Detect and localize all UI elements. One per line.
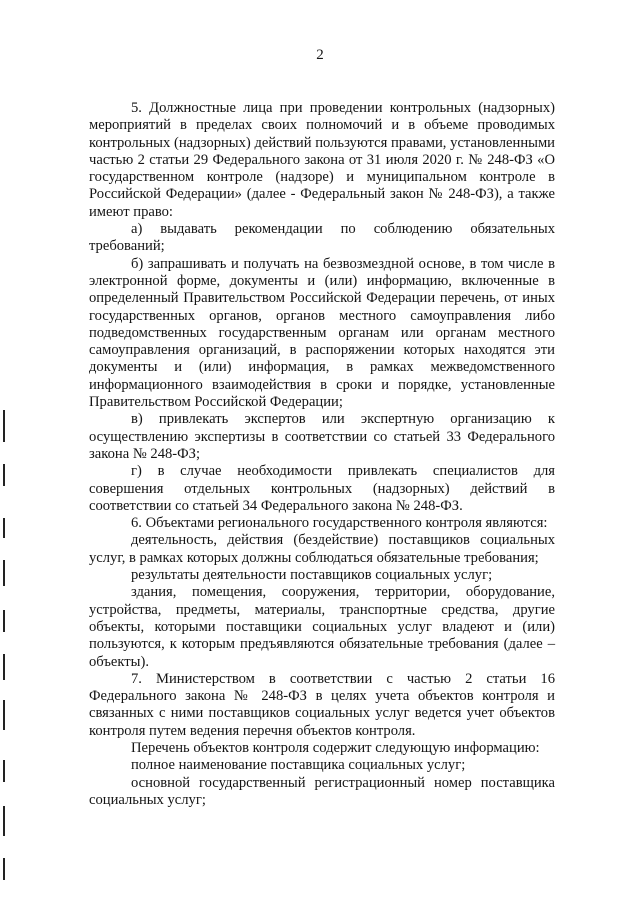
- paragraph-5g: г) в случае необходимости привлекать специалистов для совершения отдельных контрольных (надзорных) действий в соответствии со статьей 34 Федерального закона № 248-ФЗ.: [89, 463, 555, 514]
- paragraph-7-list-intro: Перечень объектов контроля содержит следующую информацию:: [131, 739, 540, 756]
- scan-edge-marks: [0, 0, 12, 905]
- paragraph-6-item-2: результаты деятельности поставщиков социальных услуг;: [131, 567, 493, 584]
- paragraph-5v: в) привлекать экспертов или экспертную организацию к осуществлению экспертизы в соответствии со статьей 33 Федерального закона № 248-ФЗ;: [89, 411, 555, 462]
- document-body: [89, 100, 555, 809]
- paragraph-7-item-1: полное наименование поставщика социальных услуг;: [131, 757, 466, 774]
- paragraph-6-item-3: здания, помещения, сооружения, территории, оборудование, устройства, предметы, материалы, транспортные средства, другие объекты, которыми поставщики социальных услуг владеют и (или) пользуются, к которым предъявляются обязательные требования (далее – объекты).: [89, 584, 555, 670]
- paragraph-5a: а) выдавать рекомендации по соблюдению обязательных требований;: [89, 221, 555, 255]
- paragraph-5b: б) запрашивать и получать на безвозмездной основе, в том числе в электронной форме, документы и (или) информацию, включенные в определенный Правительством Российской Федерации перечень, от иных государственных органов, органов местного самоуправления либо подведомственных государственным органам или органам местного самоуправления организаций, в распоряжении которых находятся эти документы и (или) информация, в рамках межведомственного информационного взаимодействия в сроки и порядке, установленные Правительством Российской Федерации;: [89, 255, 555, 411]
- paragraph-7-item-2: основной государственный регистрационный номер поставщика социальных услуг;: [89, 774, 555, 808]
- paragraph-6: 6. Объектами регионального государственного контроля являются:: [131, 515, 548, 532]
- paragraph-6-item-1: деятельность, действия (бездействие) поставщиков социальных услуг, в рамках которых должны соблюдаться обязательные требования;: [89, 532, 555, 566]
- page-number: 2: [316, 47, 324, 63]
- paragraph-5: 5. Должностные лица при проведении контрольных (надзорных) мероприятий в пределах своих полномочий и в объеме проводимых контрольных (надзорных) действий пользуются правами, установленными частью 2 статьи 29 Федерального закона от 31 июля 2020 г. № 248-ФЗ «О государственном контроле (надзоре) и муниципальном контроле в Российской Федерации» (далее - Федеральный закон № 248-ФЗ), а также имеют право:: [89, 100, 555, 220]
- paragraph-7: 7. Министерством в соответствии с частью 2 статьи 16 Федерального закона № 248-ФЗ в целях учета объектов контроля и связанных с ними поставщиков социальных услуг ведется учет объектов контроля путем ведения перечня объектов контроля.: [89, 670, 555, 739]
